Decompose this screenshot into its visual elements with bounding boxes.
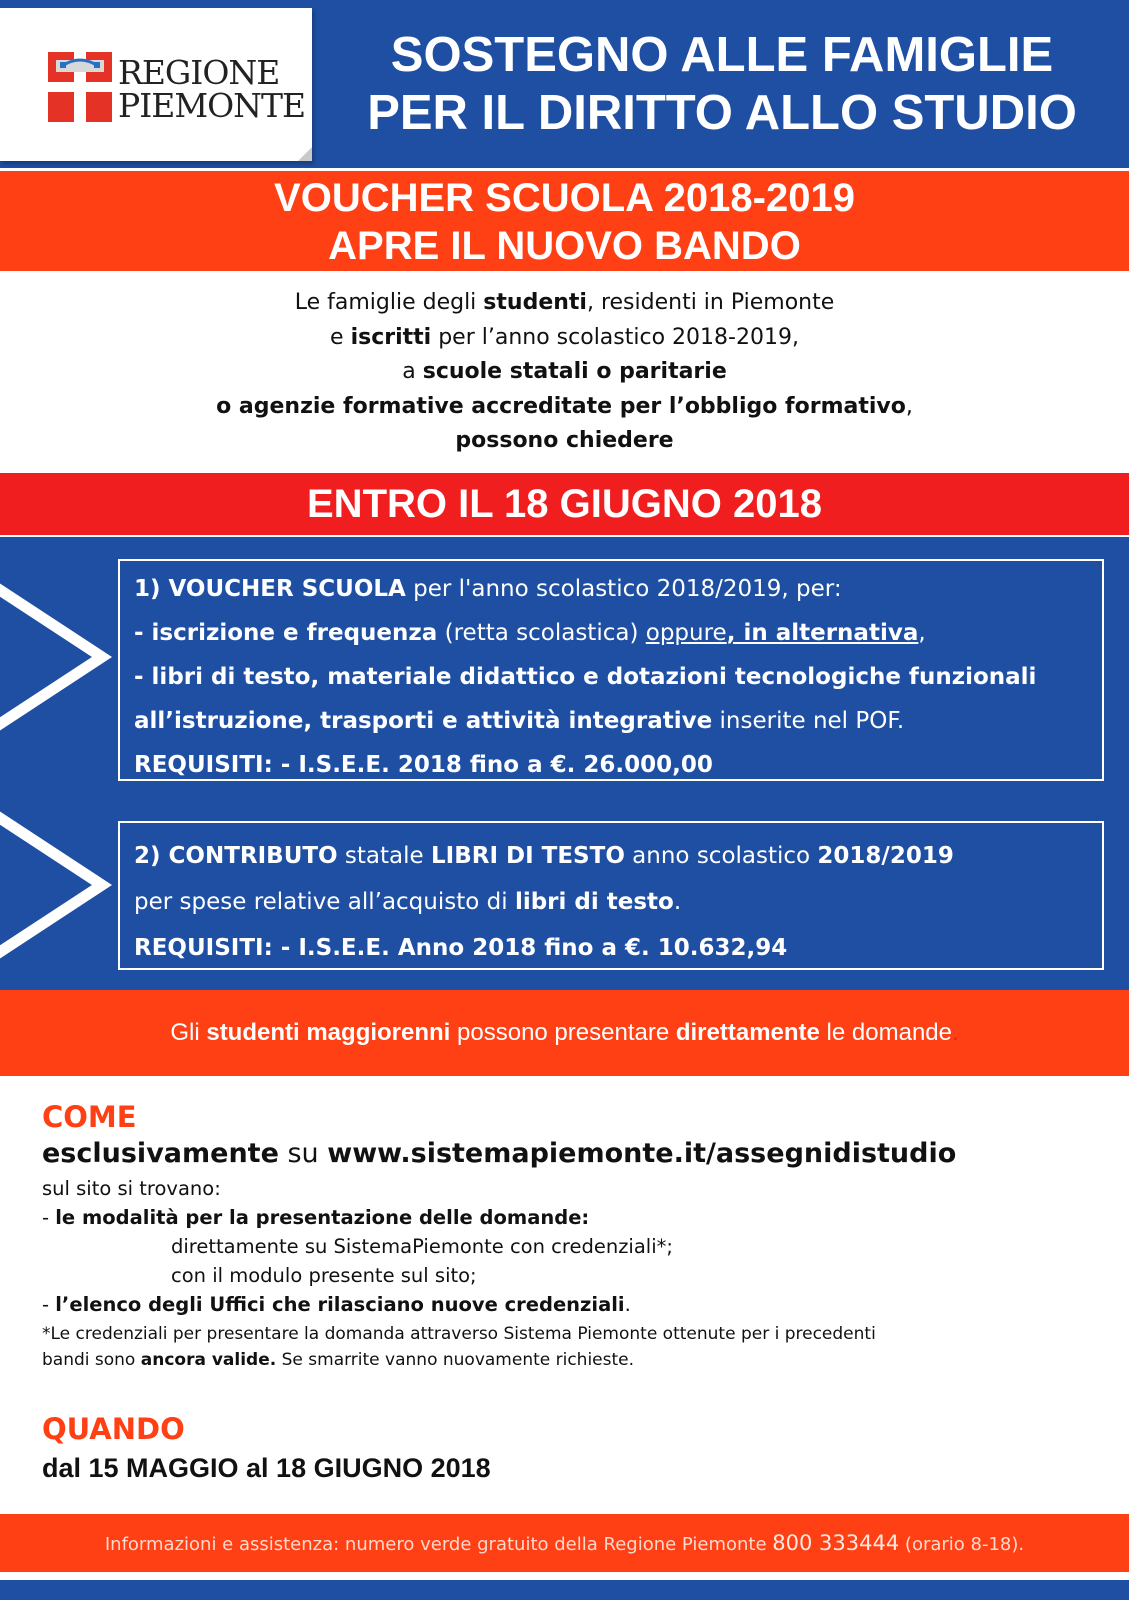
note-text-span: Se smarrite vanno nuovamente richieste.: [276, 1350, 635, 1370]
box1-requirements-text: REQUISITI: - I.S.E.E. 2018 fino a €. 26.000,00: [134, 752, 713, 778]
title-line-2: PER IL DIRITTO ALLO STUDIO: [367, 86, 1077, 140]
come-heading: COME: [42, 1100, 137, 1134]
voucher-banner-line-2: APRE IL NUOVO BANDO: [328, 224, 801, 268]
intro-bold-agencies: o agenzie formative accreditate per l’obbligo formativo: [216, 393, 906, 419]
footer-info: [0, 1514, 1129, 1572]
regione-piemonte-emblem-icon: [48, 52, 112, 122]
logo-line-1: REGIONE: [118, 53, 280, 92]
box2-line-2: [134, 879, 1102, 925]
bottom-blue-strip: [0, 1580, 1129, 1600]
benefits-section: [0, 537, 1129, 990]
adult-students-banner: [0, 990, 1129, 1076]
contributo-libri-box: [118, 821, 1104, 970]
intro-text-span: , residenti in Piemonte: [586, 290, 835, 315]
adult-bold-span: studenti maggiorenni: [206, 1019, 451, 1046]
box1-bold-span: - iscrizione e frequenza: [134, 620, 438, 646]
come-body: [42, 1174, 1102, 1319]
box1-text-span: per l'anno scolastico 2018/2019, per:: [405, 576, 842, 602]
box1-title: 1) VOUCHER SCUOLA: [134, 576, 406, 602]
logo-line-2: PIEMONTE: [118, 86, 306, 125]
adult-text-span: Gli: [170, 1019, 207, 1046]
title-line-1: SOSTEGNO ALLE FAMIGLIE: [390, 28, 1054, 82]
come-website-line: [42, 1134, 1102, 1174]
box2-text-span: anno scolastico: [624, 843, 818, 869]
adult-text-span: possono presentare: [450, 1019, 676, 1046]
box1-line-1: [134, 567, 1102, 611]
box1-line-4: [134, 699, 1102, 743]
box1-underlined-bold-span: , in alternativa: [726, 620, 919, 646]
quando-heading: QUANDO: [42, 1412, 185, 1446]
toll-free-number: 800 333444: [772, 1531, 900, 1555]
box2-bold-span: 2018/2019: [817, 843, 954, 869]
box1-text-span: ,: [918, 620, 926, 646]
box2-bold-span: LIBRI DI TESTO: [430, 843, 625, 869]
box2-title: 2) CONTRIBUTO: [134, 843, 338, 869]
intro-text-span: ,: [905, 393, 913, 419]
intro-line-3: [0, 355, 1129, 390]
header-banner: [0, 0, 1129, 168]
website-url-link[interactable]: www.sistemapiemonte.it/assegnidistudio: [327, 1138, 957, 1169]
voucher-banner: [0, 171, 1129, 271]
quando-date: dal 15 MAGGIO al 18 GIUGNO 2018: [42, 1453, 491, 1483]
box2-requirements-text: REQUISITI: - I.S.E.E. Anno 2018 fino a €. 10.632,94: [134, 935, 788, 961]
regione-piemonte-logo: [0, 8, 312, 161]
come-section: [42, 1100, 1102, 1373]
box1-line-3: [134, 655, 1102, 699]
page-title: [322, 26, 1122, 142]
note-bold-span: ancora valide.: [140, 1350, 277, 1370]
deadline-banner: ENTRO IL 18 GIUGNO 2018: [0, 473, 1129, 535]
box1-text-span: inserite nel POF.: [712, 708, 905, 734]
box1-requirements: [134, 743, 1102, 787]
box1-underlined-span: oppure: [645, 620, 727, 646]
box2-text-span: statale: [337, 843, 431, 869]
adult-bold-span: direttamente: [675, 1019, 820, 1046]
come-text-span: .: [624, 1293, 631, 1316]
come-line-4: direttamente su SistemaPiemonte con credenziali*;: [171, 1235, 673, 1258]
box1-line-2: [134, 611, 1102, 655]
come-text-span: -: [42, 1293, 56, 1316]
note-line-2: [42, 1347, 1102, 1373]
box2-requirements: [134, 925, 1102, 971]
adult-text-span: le domande: [819, 1019, 952, 1046]
box1-text-span: (retta scolastica): [437, 620, 646, 646]
intro-text-span: Le famiglie degli: [294, 290, 484, 315]
intro-text-span: e: [330, 324, 351, 350]
intro-line-1: [0, 286, 1129, 321]
footer-text-span: Informazioni e assistenza: numero verde gratuito della Regione Piemonte: [104, 1534, 773, 1555]
come-text-span: esclusivamente: [42, 1138, 279, 1169]
come-text-span: -: [42, 1206, 56, 1229]
box2-line-1: [134, 833, 1102, 879]
box1-bold-span: all’istruzione, trasporti e attività integrative: [134, 708, 713, 734]
box2-bold-span: libri di testo: [514, 889, 674, 915]
quando-section: [42, 1412, 491, 1490]
come-line-5: con il modulo presente sul sito;: [171, 1264, 477, 1287]
come-line-3: [42, 1203, 1102, 1232]
intro-bold-can-request: possono chiedere: [455, 428, 674, 453]
note-text-span: bandi sono: [42, 1350, 141, 1370]
box2-text-span: .: [673, 889, 682, 915]
voucher-scuola-box: [118, 559, 1104, 781]
intro-line-2: [0, 321, 1129, 356]
come-bold-span: le modalità per la presentazione delle domande:: [55, 1206, 590, 1229]
intro-line-5: [0, 424, 1129, 459]
intro-text-span: a: [402, 359, 423, 384]
come-line-6: [42, 1290, 1102, 1319]
intro-bold-schools: scuole statali o paritarie: [422, 359, 727, 384]
box1-bold-span: - libri di testo, materiale didattico e dotazioni tecnologiche funzionali: [134, 664, 1037, 690]
intro-text-span: per l’anno scolastico 2018-2019,: [431, 324, 799, 350]
credentials-note: [42, 1321, 1102, 1373]
voucher-banner-line-1: VOUCHER SCUOLA 2018-2019: [274, 176, 855, 220]
come-text-span: su: [278, 1138, 328, 1169]
adult-text-span: .: [951, 1019, 959, 1046]
note-line-1: *Le credenziali per presentare la domanda attraverso Sistema Piemonte ottenute per i precedenti: [42, 1324, 876, 1344]
logo-wordmark: [118, 53, 306, 125]
come-line-2: sul sito si trovano:: [42, 1177, 221, 1200]
footer-text-span: (orario 8-18).: [899, 1534, 1025, 1555]
intro-bold-students: studenti: [483, 290, 587, 315]
come-bold-span: l’elenco degli Uffici che rilasciano nuove credenziali: [55, 1293, 625, 1316]
intro-text: [0, 286, 1129, 459]
box2-text-span: per spese relative all’acquisto di: [134, 889, 515, 915]
intro-line-4: [0, 390, 1129, 425]
intro-bold-enrolled: iscritti: [350, 324, 432, 350]
